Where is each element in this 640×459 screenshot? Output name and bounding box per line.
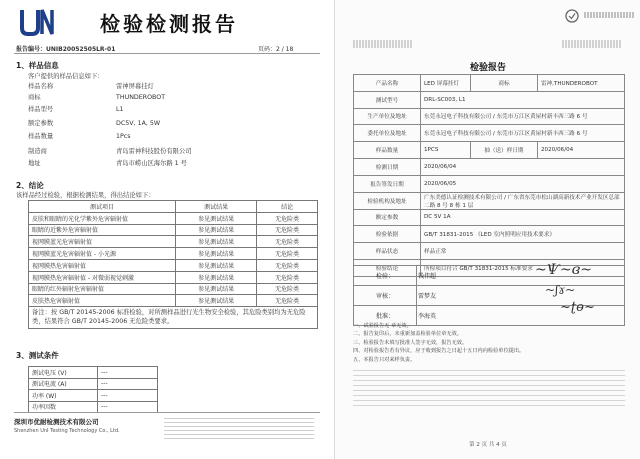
table-cell: 眼睛的近紫外危害辐射值: [29, 224, 176, 236]
table-row: [354, 192, 625, 209]
manufacturer-row: 制造商 青岛雷神科技股份有限公司: [28, 148, 192, 155]
brand-row: 商标 THUNDEROBOT: [28, 94, 166, 101]
table-cell: ---: [98, 401, 158, 413]
address-row: 地址 青岛市崂山区海尔路 1 号: [28, 160, 187, 167]
remark-cell: 备注：按 GB/T 20145-2006 标准检验，对所测样品进行光生物安全检验，其危险类别均为无危险类，结果符合 GB/T 20145-2006 无危险类要求。: [29, 307, 318, 329]
table-row: [29, 259, 318, 271]
table-cell: 样品正常: [421, 243, 625, 260]
report-code-text: [353, 40, 413, 48]
uni-logo-icon: [18, 6, 58, 38]
table-cell: 无危险类: [257, 271, 318, 283]
table-cell: 东莞永冠电子科技有限公司 / 东莞市万江区黄屋村新丰西三路 6 号: [421, 125, 625, 142]
page-indicator: 页码：2 / 18: [258, 46, 294, 53]
table-row: [354, 108, 625, 125]
table-label-cell: 样品状态: [354, 243, 421, 260]
page-number: 第 2 页 共 4 页: [469, 442, 507, 448]
sample-name-row: 样品名称 雷神屏幕挂灯: [28, 83, 154, 90]
table-cell: 无危险类: [257, 224, 318, 236]
table-cell: GB/T 31831-2015 《LED 室内照明应用技术要求》: [421, 226, 625, 243]
table-row: [29, 271, 318, 283]
table-label-cell: 检验结论: [354, 259, 421, 276]
table-cell: 无危险类: [257, 259, 318, 271]
table-row: [29, 248, 318, 260]
table-header-cell: 测试结果: [176, 201, 257, 213]
signature-role: 批准：: [354, 306, 417, 326]
table-row: [29, 295, 318, 307]
table-cell: 参见测试结果: [176, 259, 257, 271]
quantity-row: 样品数量 1Pcs: [28, 133, 131, 140]
certification-mark-icon: [564, 8, 580, 24]
table-cell: LED 屏幕挂灯: [421, 75, 471, 92]
conclusion-table: [28, 200, 318, 329]
table-row: [29, 224, 318, 236]
table-cell: 视网膜热危害辐射值 - 对微弱视觉刺激: [29, 271, 176, 283]
section-test-conditions-title: 3、测试条件: [16, 351, 59, 360]
table-cell: 无危险类: [257, 283, 318, 295]
table-cell: 视网膜热危害辐射值: [29, 259, 176, 271]
table-cell: 参见测试结果: [176, 283, 257, 295]
note-item: 二、报告复印后，未重新加盖检验单位章无效。: [353, 331, 462, 338]
table-label-cell: 商标: [470, 75, 537, 92]
table-label-cell: 测试型号: [354, 91, 421, 108]
section-conclusion-title: 2、结论: [16, 181, 44, 190]
section-sample-info-title: 1、样品信息: [16, 61, 59, 70]
header-divider: [14, 53, 320, 54]
table-cell: 所检项目符合 GB/T 31831-2015 标准要求: [421, 259, 625, 276]
company-footer: [14, 414, 320, 456]
table-cell: 参见测试结果: [176, 212, 257, 224]
table-cell: 参见测试结果: [176, 236, 257, 248]
contact-fine-print: [353, 370, 625, 406]
table-row: [29, 212, 318, 224]
table-cell: 2020/06/04: [537, 142, 624, 159]
table-row: [29, 236, 318, 248]
note-item: 一、试验报告无 章无效。: [353, 323, 412, 329]
table-cell: DRL-SC003, L1: [421, 91, 625, 108]
table-cell: 雷神,THUNDEROBOT: [537, 75, 624, 92]
signature-role: 检验：: [354, 266, 417, 286]
table-cell: 东莞永冠电子科技有限公司 / 东莞市万江区黄屋村新丰西三路 6 号: [421, 108, 625, 125]
report-notes: [353, 322, 625, 364]
rated-row: 额定参数 DC5V, 1A, 5W: [28, 120, 161, 127]
signature-name: 李海英: [417, 306, 625, 326]
conclusion-intro: 该样品经过检验，根据检测结果，得出结论如下：: [16, 192, 155, 199]
table-header-cell: 结论: [257, 201, 318, 213]
signature-name: 雷梦友: [417, 286, 625, 306]
table-row: [29, 367, 158, 379]
table-cell: 皮肤热危害辐射值: [29, 295, 176, 307]
table-row: [354, 142, 625, 159]
table-cell: 皮肤和眼睛的光化学紫外危害辐射值: [29, 212, 176, 224]
sample-info-intro: 客户提供的样品信息如下：: [28, 73, 104, 80]
note-item: 三、检验报告未填写批准人签字无效，报告无效。: [353, 339, 468, 346]
table-cell: 广东美德认证检测技术有限公司 / 广东省东莞市松山湖高新技术产业开发区总部二路 8 号 8 栋 1 层: [421, 192, 625, 209]
table-label-cell: 生产单位及地址: [354, 108, 421, 125]
table-row: [29, 378, 158, 390]
table-row: [354, 243, 625, 260]
signature-role: 审核：: [354, 286, 417, 306]
company-name: 深圳市优耐检测技术有限公司: [14, 418, 99, 426]
table-label-cell: 检验依据: [354, 226, 421, 243]
table-cell: 2020/06/04: [421, 158, 625, 175]
table-row: [354, 91, 625, 108]
table-row: [29, 307, 318, 329]
table-cell: 1PCS: [421, 142, 471, 159]
table-label-cell: 额定参数: [354, 209, 421, 226]
table-label-cell: 报告签发日期: [354, 175, 421, 192]
table-row: [354, 226, 625, 243]
table-row: [354, 175, 625, 192]
table-label-cell: 抽（送）样日期: [470, 142, 537, 159]
note-item: 四、对检验报告若有异议，应于收到报告之日起十五日内向检验单位提出。: [353, 348, 525, 355]
table-cell: 无危险类: [257, 295, 318, 307]
signature-reviewer: ~ʃɤ~: [545, 283, 576, 297]
table-row: [29, 390, 158, 402]
inspection-report-title: 检验报告: [469, 63, 506, 73]
table-row: [354, 209, 625, 226]
signature-approver: ~ʈɵ~: [560, 300, 595, 315]
table-row: [354, 125, 625, 142]
table-label-cell: 样品数量: [354, 142, 421, 159]
table-cell: 视网膜蓝光危害辐射值: [29, 236, 176, 248]
table-cell: 参见测试结果: [176, 224, 257, 236]
table-cell: 2020/06/05: [421, 175, 625, 192]
table-row: [29, 401, 158, 413]
table-cell: 测试电压 (V): [29, 367, 98, 379]
table-row: [354, 75, 625, 92]
report-number: 报告编号：UNIB20052505LR-01: [16, 46, 116, 53]
table-label-cell: 检验机构及地址: [354, 192, 421, 209]
signature-name: 钱伟超: [417, 266, 625, 286]
table-cell: 无危险类: [257, 236, 318, 248]
signature-inspector: ~Ѱ~ɞ~: [535, 262, 592, 278]
right-report-page: [334, 0, 640, 459]
table-cell: DC 5V 1A: [421, 209, 625, 226]
report-title: 检验检测报告: [100, 12, 238, 36]
table-row: [29, 283, 318, 295]
table-cell: 无危险类: [257, 212, 318, 224]
footer-fine-print: [164, 418, 314, 442]
table-cell: 功率因数: [29, 401, 98, 413]
note-item: 五、本报告只对来样负责。: [353, 356, 416, 363]
cert-code-text: [584, 12, 634, 18]
company-name-en: Shenzhen UnI Testing Technology Co., Ltd.: [14, 428, 120, 434]
table-cell: 参见测试结果: [176, 271, 257, 283]
table-label-cell: 产品名称: [354, 75, 421, 92]
table-cell: 视网膜蓝光危害辐射值 - 小光源: [29, 248, 176, 260]
table-label-cell: 委托单位及地址: [354, 125, 421, 142]
table-header-row: [29, 201, 318, 213]
page-code-text: [562, 40, 622, 48]
table-cell: 参见测试结果: [176, 248, 257, 260]
table-cell: ---: [98, 378, 158, 390]
table-row: [354, 158, 625, 175]
inspection-info-table: [353, 74, 625, 277]
test-conditions-table: [28, 366, 158, 413]
table-cell: ---: [98, 390, 158, 402]
table-cell: 无危险类: [257, 248, 318, 260]
table-cell: 眼睛的红外辐射危害辐射值: [29, 283, 176, 295]
footer-divider: [14, 412, 320, 413]
model-row: 样品型号 L1: [28, 106, 124, 113]
table-header-cell: 测试项目: [29, 201, 176, 213]
table-cell: 功率 (W): [29, 390, 98, 402]
table-label-cell: 检测日期: [354, 158, 421, 175]
table-cell: ---: [98, 367, 158, 379]
table-cell: 参见测试结果: [176, 295, 257, 307]
table-cell: 测试电流 (A): [29, 378, 98, 390]
